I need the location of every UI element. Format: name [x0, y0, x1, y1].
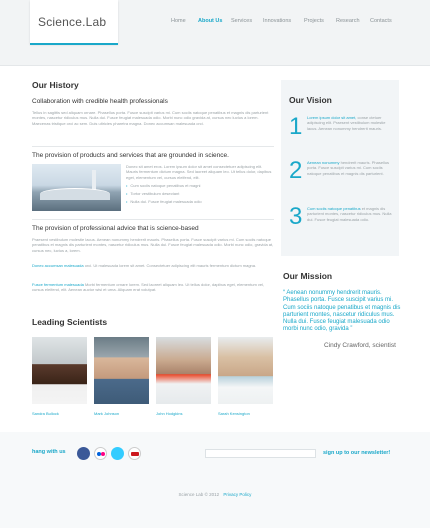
history-subtitle-2: The provision of products and services that are grounded in science.: [32, 152, 229, 159]
nav-home[interactable]: Home: [171, 18, 186, 24]
bullet-item: • Nulla dui. Fusce feugiat malesuada odio: [126, 199, 202, 204]
nav-innovations[interactable]: Innovations: [263, 18, 292, 24]
hang-with-us-label: hang with us: [32, 449, 66, 455]
vision-number: 2: [289, 157, 303, 184]
header-bar: [0, 0, 430, 66]
newsletter-signup-link[interactable]: sign up to our newsletter!: [323, 450, 391, 456]
flickr-icon[interactable]: [94, 447, 107, 460]
copyright: Science Lab © 2012 Privacy Policy: [178, 492, 252, 497]
history-paragraph-4: Donec accumsan malesuada orci. Ut malesuada lorem sit amet. Consectetuer adipiscing elit mauris fermentum dictum magna.: [32, 263, 257, 268]
vision-item-text: Cum sociis natoque penatibus et magnis dis parturient montes, nascetur ridiculus mus. Nulla dui. Fusce feugiat malesuada odio.: [307, 206, 392, 222]
quote-author: Cindy Crawford, scientist: [324, 342, 396, 349]
site-logo[interactable]: Science.Lab: [38, 15, 107, 29]
nav-research[interactable]: Research: [336, 18, 360, 24]
logo-box[interactable]: [30, 0, 118, 44]
history-paragraph-3: Praesent vestibulum molestie lacus. Aenean nonummy hendrerit mauris. Phasellus porta. Fusce suscipit varius mi. Cum sociis natoque penatibus et magnis dis parturient montes, nascetur ridiculus mus. Nulla dui. Fusce feugiat malesuada odio. Morbi nunc odio, gravida at, cursus nec, luctus a, lorem.: [32, 237, 274, 253]
youtube-icon[interactable]: [128, 447, 141, 460]
history-paragraph-5: Fusce fermentum malesuada Morbi fermentum ornare lorem. Sed laoreet aliquam leo. Ut tellus dolor, dapibus eget, elementum vel, cursus eleifend, elit. Aenean auctor wisi et urna. Aliquam erat volutpat.: [32, 282, 265, 293]
scientist-name[interactable]: Sandra Bullock: [32, 411, 59, 416]
twitter-icon[interactable]: [111, 447, 124, 460]
nav-projects[interactable]: Projects: [304, 18, 324, 24]
footer: [0, 432, 430, 528]
privacy-policy-link[interactable]: Privacy Policy: [223, 492, 252, 497]
scientist-photo[interactable]: [94, 337, 149, 404]
scientist-photo[interactable]: [156, 337, 211, 404]
divider: [32, 219, 274, 220]
scientist-name[interactable]: John Hodgkins: [156, 411, 183, 416]
vision-title: Our Vision: [289, 95, 332, 105]
building-photo: [32, 164, 121, 211]
facebook-icon[interactable]: [77, 447, 90, 460]
vision-item-link[interactable]: Lorem ipsum dolor sit amet,: [307, 115, 357, 120]
history-subtitle-3: The provision of professional advice that is science-based: [32, 225, 199, 232]
paragraph-link[interactable]: Donec accumsan malesuada: [32, 263, 84, 268]
history-paragraph-2: Donec sit amet eros. Lorem ipsum dolor sit amet consectetuer adipiscing elit. Mauris fermentum dictum magna. Sed laoreet aliquam leo. Ut tellus dolor, dapibus eget, elementum vel, cursus eleifend, elit.: [126, 164, 272, 180]
nav-about-us[interactable]: About Us: [198, 18, 223, 24]
nav-services[interactable]: Services: [231, 18, 253, 24]
history-subtitle-1: Collaboration with credible health professionals: [32, 98, 168, 105]
history-title: Our History: [32, 80, 79, 90]
scientist-name[interactable]: Sarah Kensington: [218, 411, 250, 416]
bullet-item: • Tortor vestibulum desectant: [126, 191, 179, 196]
scientist-name[interactable]: Mark Johnson: [94, 411, 120, 416]
vision-item-text: Aenean nonummy hendrerit mauris. Phasellus porta. Fusce suscipit varius mi. Cum sociis natoque penatibus et magnis dis parturient.: [307, 160, 390, 176]
logo-underline: [30, 43, 118, 45]
nav-contacts[interactable]: Contacts: [370, 18, 392, 24]
scientist-photo[interactable]: [32, 337, 87, 404]
mission-title: Our Mission: [283, 271, 333, 281]
paragraph-link[interactable]: Fusce fermentum malesuada: [32, 282, 84, 287]
vision-number: 1: [289, 113, 303, 140]
vision-item-link[interactable]: Aenean nonummy: [307, 160, 340, 165]
mission-quote: “ Aenean nonummy hendrerit mauris. Phasellus porta. Fusce suscipit varius mi. Cum sociis natoque penatibus et magnis dis parturient montes, nascetur ridiculus mus. Nulla dui. Fusce feugiat malesuada odio morbi nunc odio, gravida ”: [283, 290, 401, 333]
history-paragraph-1: Tellus in sagittis sed aliquam ornare. Phasellus porta. Fusce suscipit varius mi. Cum sociis natoque penatibus et magnis dis parturient montes, nascetur ridiculus mus. Nulla dui. Fusce feugiat malesuada odio. Morbi nunc odio gravida at, cursus nec luctus a lorem. Maecenas tristique orci ac sem. Duis ultricies pharetra magna. Donec accumsan malesuada orci.: [32, 110, 269, 126]
scientist-photo[interactable]: [218, 337, 273, 404]
vision-item-text: Lorem ipsum dolor sit amet, conse ctetuer adipiscing elit. Praesent vestibulum molestie lacus. Aenean nonummy hendrerit mauris.: [307, 115, 386, 131]
bullet-item: • Cum sociis natoque penatibus et magni: [126, 183, 200, 188]
divider: [32, 146, 274, 147]
vision-item-link[interactable]: Cum sociis natoque penatibus: [307, 206, 361, 211]
vision-number: 3: [289, 203, 303, 230]
newsletter-input[interactable]: [205, 449, 316, 458]
scientists-title: Leading Scientists: [32, 317, 108, 327]
